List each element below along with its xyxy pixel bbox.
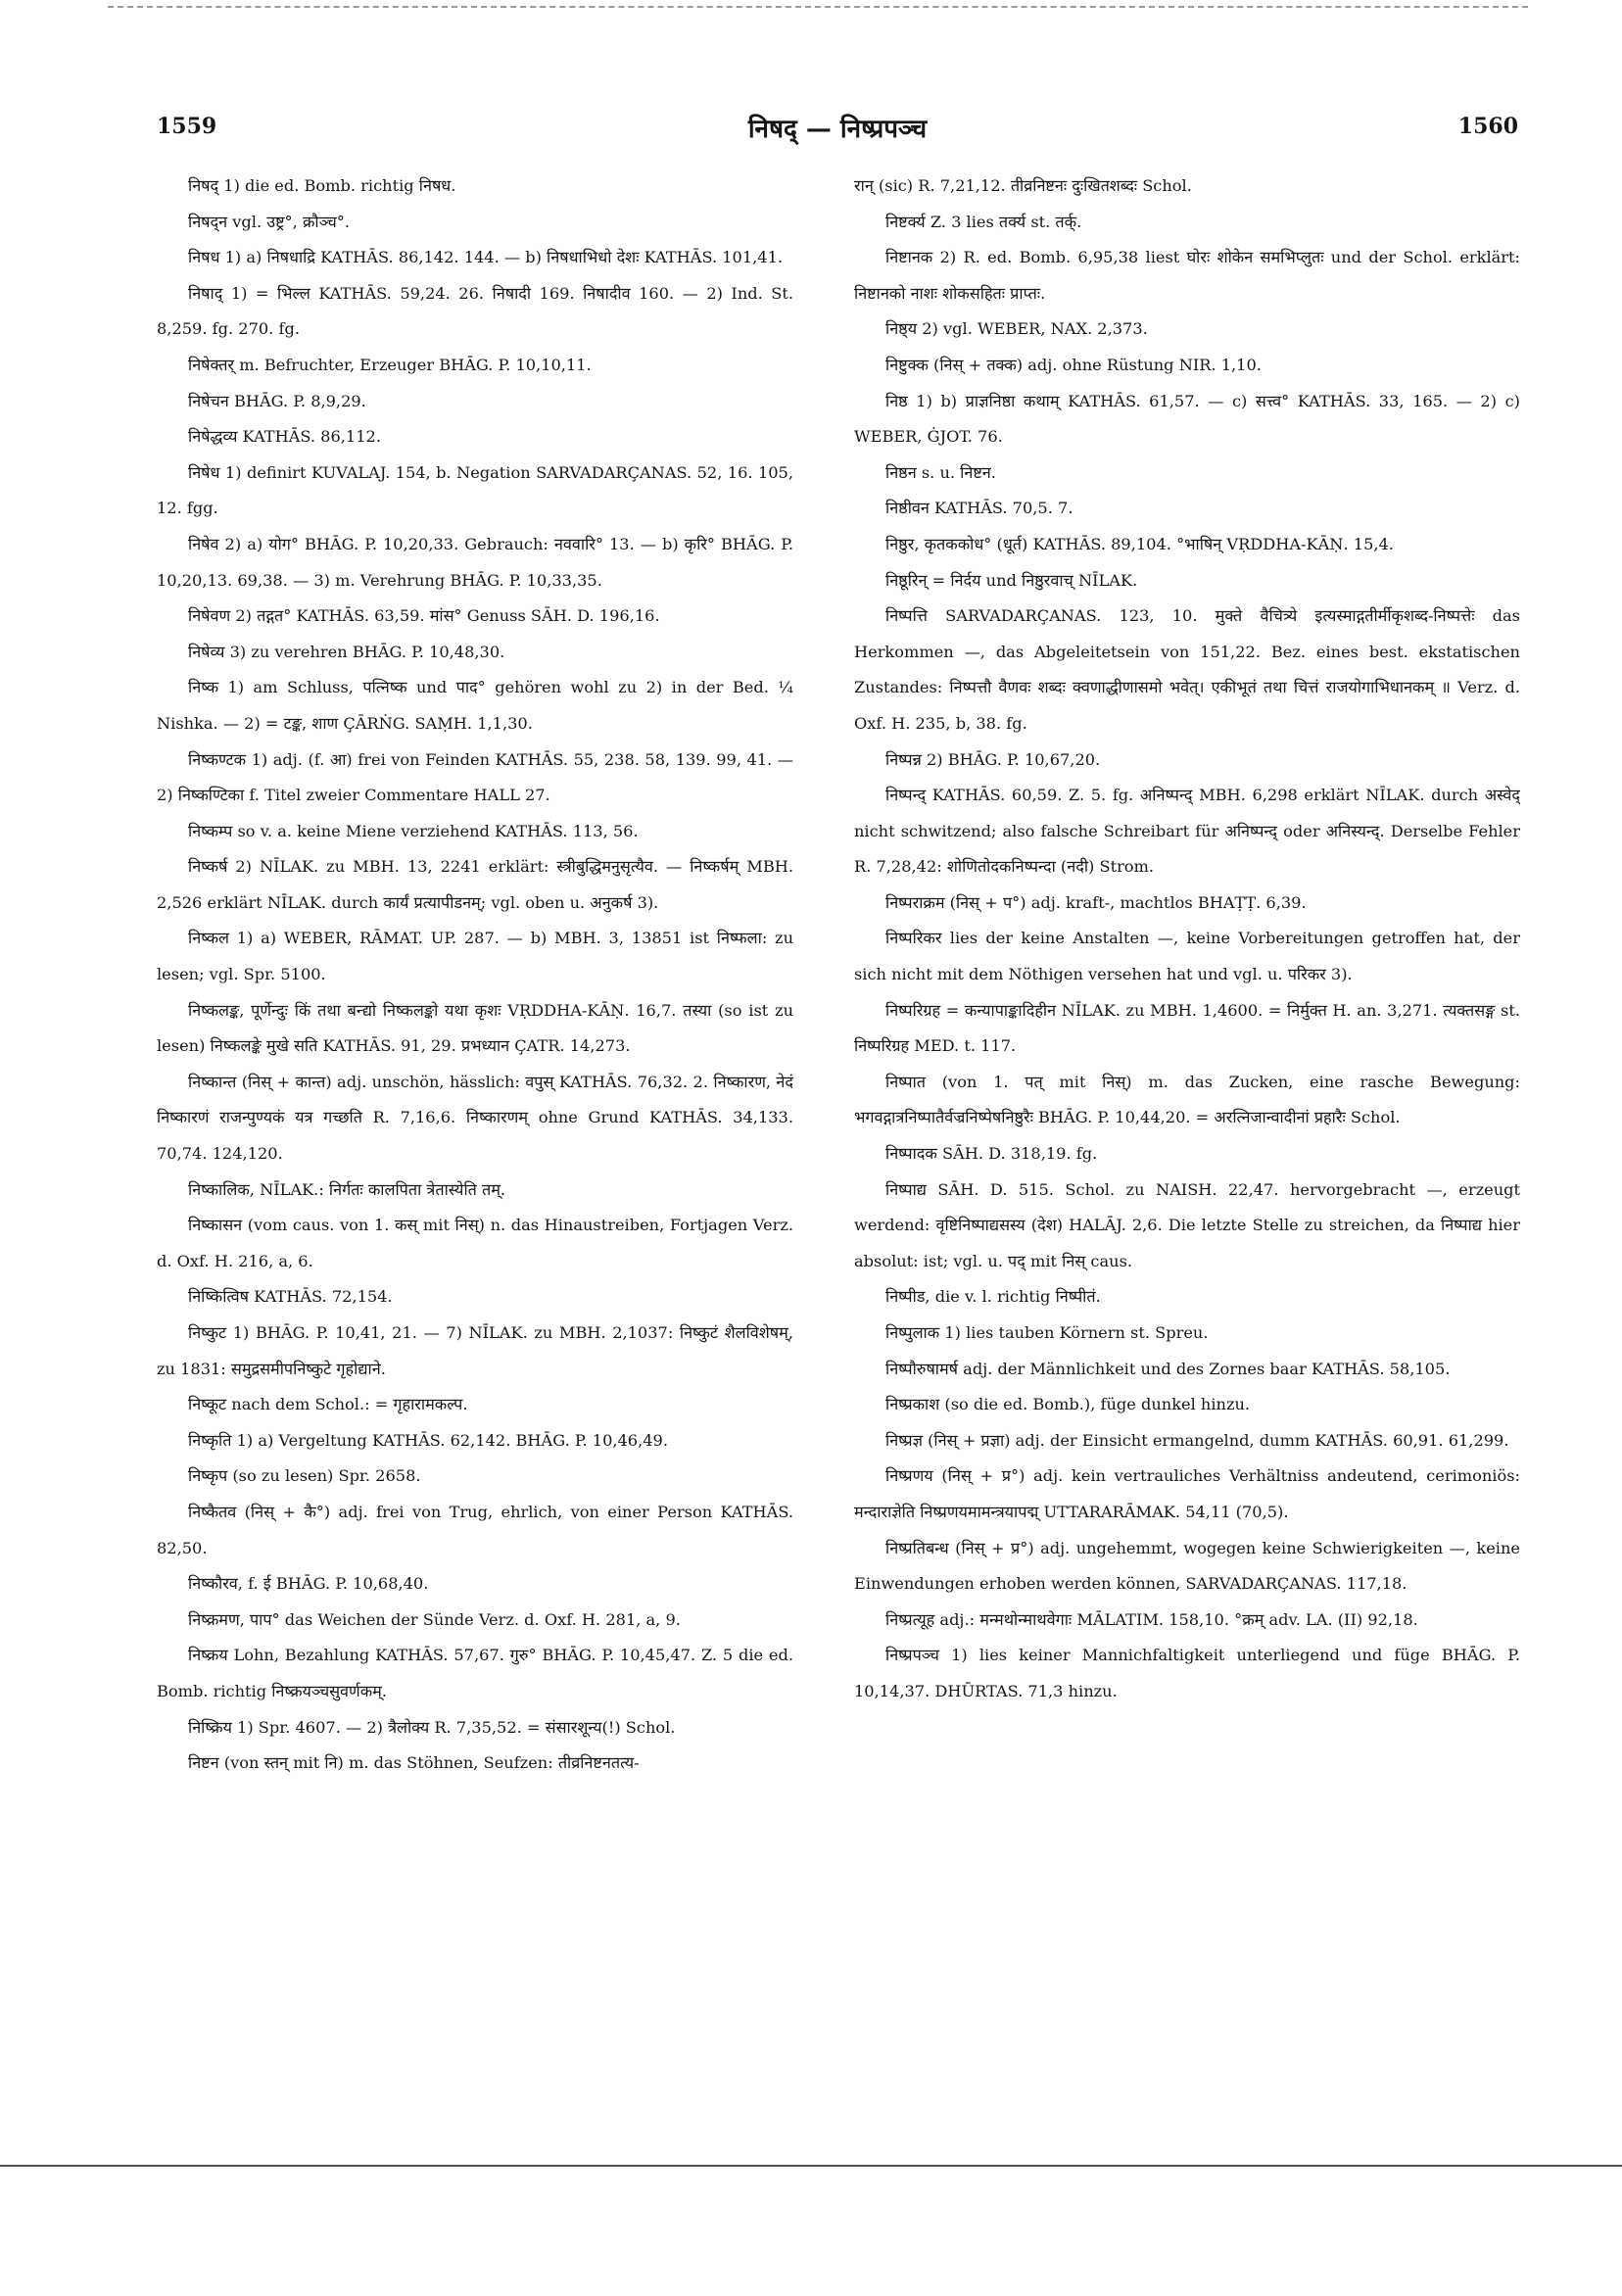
dictionary-entry: निष्पुलाक 1) lies tauben Körnern st. Spreu. bbox=[885, 1323, 1209, 1342]
dictionary-entry: निष्कर्ष 2) NĪLAK. zu MBH. 13, 2241 erklärt: स्त्रीबुद्धिमनुसृत्यैव. — निष्कर्षम् MBH. 2,526 erklärt NĪLAK. durch कार्यं प्रत्यापीडनम्; vgl. oben u. अनुकर्ष 3). bbox=[157, 857, 793, 912]
dictionary-entry: निष्ठीवन KATHĀS. 70,5. 7. bbox=[885, 499, 1073, 518]
dictionary-entry: निष्प्रकाश (so die ed. Bomb.), füge dunkel hinzu. bbox=[885, 1395, 1251, 1414]
dictionary-entry: निष्पन्द् KATHĀS. 60,59. Z. 5. fg. अनिष्पन्द् MBH. 6,298 erklärt NĪLAK. durch अस्वेद् nicht schwitzend; also falsche Schreibart für अनिष्पन्द् oder अनिस्यन्द्. Derselbe Fehler R. 7,28,42: शोणितोदकनिष्पन्दा (नदी) Strom. bbox=[854, 786, 1520, 877]
dictionary-entry: निष्ठ्य 2) vgl. WEBER, NAX. 2,373. bbox=[885, 319, 1148, 339]
dictionary-entry: निष्कित्विष KATHĀS. 72,154. bbox=[188, 1287, 393, 1307]
dictionary-entry: निष्प्रपञ्च 1) lies keiner Mannichfaltigkeit unterliegend und füge BHĀG. P. 10,14,37. DHŪRTAS. 71,3 hinzu. bbox=[854, 1646, 1520, 1700]
dictionary-entry: निषेव 2) a) योग° BHĀG. P. 10,20,33. Gebrauch: नववारि° 13. — b) कृरि° BHĀG. P. 10,20,13. 69,38. — 3) m. Verehrung BHĀG. P. 10,33,35. bbox=[157, 534, 793, 590]
running-head: निषद् — निष्प्रपञ्च bbox=[747, 115, 928, 144]
dictionary-entry: निषेद्धव्य KATHĀS. 86,112. bbox=[188, 427, 381, 447]
right-column bbox=[854, 168, 1520, 2079]
dictionary-entry: निष्टानक 2) R. ed. Bomb. 6,95,38 liest घोरः शोकेन समभिप्लुतः und der Schol. erklärt: निष्टानको नाशः शोकसहितः प्राप्तः. bbox=[854, 248, 1520, 303]
dictionary-entry: निष्प्रज्ञ (निस् + प्रज्ञा) adj. der Einsicht ermangelnd, dumm KATHĀS. 60,91. 61,299. bbox=[885, 1430, 1509, 1450]
dictionary-entry: निष्कौरव, f. ई BHĀG. P. 10,68,40. bbox=[188, 1574, 429, 1594]
dictionary-entry: निष्पीड, die v. l. richtig निष्पीतं. bbox=[885, 1287, 1101, 1307]
page-header bbox=[157, 110, 1518, 149]
dictionary-entry: निषेचन BHĀG. P. 8,9,29. bbox=[188, 391, 366, 410]
dictionary-entry: निष्प्रणय (निस् + प्र°) adj. kein vertrauliches Verhältniss andeutend, cerimoniös: मन्दाराज्ञेति निष्प्रणयमामन्त्रयापद्म् UTTARARĀMAK. 54,11 (70,5). bbox=[854, 1466, 1520, 1521]
dictionary-entry: निषाद् 1) = भिल्ल KATHĀS. 59,24. 26. निषादी 169. निषादीव 160. — 2) Ind. St. 8,259. fg. 270. fg. bbox=[157, 283, 793, 339]
dictionary-entry: निष्प्रतिबन्ध (निस् + प्र°) adj. ungehemmt, wogegen keine Schwierigkeiten —, keine Einwendungen erhoben werden können, SARVADARÇANAS. 117,18. bbox=[854, 1538, 1520, 1594]
left-column bbox=[157, 168, 793, 2079]
dictionary-entry: निषेवण 2) तद्गत° KATHĀS. 63,59. मांस° Genuss SĀH. D. 196,16. bbox=[188, 606, 660, 626]
dictionary-entry: निष्कलङ्क, पूर्णेन्दुः किं तथा बन्द्यो निष्कलङ्को यथा कृशः VṚDDHA-KĀṆ. 16,7. तस्या (so ist zu lesen) निष्कलङ्के मुखे सति KATHĀS. 91, 29. प्रभध्यान ÇATR. 14,273. bbox=[157, 1000, 793, 1056]
dictionary-entry: निष्कल 1) a) WEBER, RĀMAT. UP. 287. — b) MBH. 3, 13851 ist निष्फला: zu lesen; vgl. Spr. 5100. bbox=[157, 929, 793, 984]
dictionary-entry: निष्कुट 1) BHĀG. P. 10,41, 21. — 7) NĪLAK. zu MBH. 2,1037: निष्कुटं शैलविशेषम्, zu 1831: समुद्रसमीपनिष्कुटे गृहोद्याने. bbox=[157, 1323, 793, 1378]
dictionary-entry: निष्क्रमण, पाप° das Weichen der Sünde Verz. d. Oxf. H. 281, a, 9. bbox=[188, 1609, 681, 1629]
dictionary-entry: निष्कैतव (निस् + कै°) adj. frei von Trug, ehrlich, von einer Person KATHĀS. 82,50. bbox=[157, 1502, 793, 1557]
page-number-right: 1560 bbox=[1457, 114, 1518, 139]
dictionary-entry: निष्ठूरिन् = निर्दय und निष्ठुरवाच् NĪLAK. bbox=[885, 570, 1138, 590]
dictionary-entry: निष्पौरुषामर्ष adj. der Männlichkeit und des Zornes baar KATHĀS. 58,105. bbox=[885, 1359, 1451, 1378]
bottom-rule bbox=[0, 2165, 1622, 2167]
dictionary-entry: निष्पराक्रम (निस् + प°) adj. kraft-, machtlos BHAṬṬ. 6,39. bbox=[885, 892, 1307, 912]
dictionary-entry: निष्कण्टक 1) adj. (f. आ) frei von Feinden KATHĀS. 55, 238. 58, 139. 99, 41. — 2) निष्कण्टिका f. Titel zweier Commentare HALL 27. bbox=[157, 749, 793, 805]
dictionary-entry: निष्कम्प so v. a. keine Miene verziehend KATHĀS. 113, 56. bbox=[188, 821, 639, 840]
dictionary-entry: रान् (sic) R. 7,21,12. तीव्रनिष्टनः दुःखितशब्दः Schol. bbox=[854, 176, 1192, 195]
page-number-left: 1559 bbox=[157, 114, 217, 139]
dictionary-entry: निष्कान्त (निस् + कान्त) adj. unschön, hässlich: वपुस् KATHĀS. 76,32. 2. निष्कारण, नेदं निष्कारणं राजन्पुण्यकं यत्र गच्छति R. 7,16,6. निष्कारणम् ohne Grund KATHĀS. 34,133. 70,74. 124,120. bbox=[157, 1072, 793, 1164]
dictionary-entry: निष्पादक SĀH. D. 318,19. fg. bbox=[885, 1144, 1098, 1164]
dictionary-entry: निषेक्तर् m. Befruchter, Erzeuger BHĀG. P. 10,10,11. bbox=[188, 355, 592, 374]
dictionary-entry: निष्प्रत्यूह adj.: मन्मथोन्माथवेगाः MĀLATIM. 158,10. °क्रम् adv. LA. (II) 92,18. bbox=[885, 1609, 1418, 1629]
dictionary-entry: निष्क्रिय 1) Spr. 4607. — 2) त्रैलोक्य R. 7,35,52. = संसारशून्य(!) Schol. bbox=[188, 1717, 676, 1737]
dictionary-entry: निष्पन्न 2) BHĀG. P. 10,67,20. bbox=[885, 749, 1101, 769]
dictionary-entry: निष्ठ 1) b) प्राज्ञनिष्ठा कथाम् KATHĀS. 61,57. — c) सत्त्व° KATHĀS. 33, 165. — 2) c) WEBER, ĠJOT. 76. bbox=[854, 391, 1520, 447]
dictionary-entry: निष्पात (von 1. पत् mit निस्) m. das Zucken, eine rasche Bewegung: भगवद्गात्रनिष्पातैर्वज्रनिष्पेषनिष्ठुरैः BHĀG. P. 10,44,20. = अरत्निजान्वादीनां प्रहारैः Schol. bbox=[854, 1072, 1520, 1127]
dictionary-entry: निष्कासन (vom caus. von 1. कस् mit निस्) n. das Hinaustreiben, Fortjagen Verz. d. Oxf. H. 216, a, 6. bbox=[157, 1216, 793, 1270]
dictionary-entry: निषेव्य 3) zu verehren BHĀG. P. 10,48,30. bbox=[188, 642, 505, 661]
dictionary-entry: निषध 1) a) निषधाद्रि KATHĀS. 86,142. 144. — b) निषधाभिधो देशः KATHĀS. 101,41. bbox=[188, 248, 784, 267]
dictionary-entry: निष्कृप (so zu lesen) Spr. 2658. bbox=[188, 1466, 421, 1486]
dictionary-entry: निष्क 1) am Schluss, पत्निष्क und पाद° gehören wohl zu 2) in der Bed. ¼ Nishka. — 2) = टङ्क, शाण ÇĀRṄG. SAṂH. 1,1,30. bbox=[157, 678, 793, 733]
dictionary-entry: निष्टर्क्य Z. 3 lies तर्क्य st. तर्क्. bbox=[885, 212, 1082, 231]
dictionary-entry: निष्पाद्य SĀH. D. 515. Schol. zu NAISH. 22,47. hervorgebracht —, erzeugt werdend: वृष्टिनिष्पाद्यसस्य (देश) HALĀJ. 2,6. Die letzte Stelle zu streichen, da निष्पाद्य hier absolut: ist; vgl. u. पद् mit निस् caus. bbox=[854, 1179, 1520, 1270]
dictionary-entry: निष्क्रय Lohn, Bezahlung KATHĀS. 57,67. गुरु° BHĀG. P. 10,45,47. Z. 5 die ed. Bomb. richtig निष्क्रयञ्चसुवर्णकम्. bbox=[157, 1646, 793, 1700]
dictionary-entry: निष्टुक्क (निस् + तक्क) adj. ohne Rüstung NIR. 1,10. bbox=[885, 355, 1262, 374]
dictionary-entry: निष्परिग्रह = कन्यापाङ्कादिहीन NĪLAK. zu MBH. 1,4600. = निर्मुक्त H. an. 3,271. त्यक्तसङ्ग st. निष्परिग्रह MED. t. 117. bbox=[854, 1000, 1520, 1056]
dictionary-entry: निष्कृति 1) a) Vergeltung KATHĀS. 62,142. BHĀG. P. 10,46,49. bbox=[188, 1430, 668, 1450]
dictionary-entry: निष्ठन s. u. निष्टन. bbox=[885, 462, 996, 482]
dictionary-entry: निषद् 1) die ed. Bomb. richtig निषध. bbox=[188, 176, 456, 195]
dictionary-entry: निषद्न vgl. उष्ट्र°, क्रौञ्च°. bbox=[188, 212, 350, 231]
dictionary-entry: निष्कालिक, NĪLAK.: निर्गतः कालपिता त्रेतास्येति तम्. bbox=[188, 1179, 506, 1199]
dictionary-entry: निष्कूट nach dem Schol.: = गृहारामकल्प. bbox=[188, 1395, 468, 1414]
dictionary-entry: निष्परिकर lies der keine Anstalten —, keine Vorbereitungen getroffen hat, der sich nicht mit dem Nöthigen versehen hat und vgl. u. परिकर 3). bbox=[854, 929, 1520, 984]
dictionary-entry: निष्पत्ति SARVADARÇANAS. 123, 10. मुक्ते वैचित्र्ये इत्यस्माद्गतीर्मीकृशब्द-निष्पत्तेः das Herkommen —, das Abgeleitetsein von 151,22. Bez. eines best. ekstatischen Zustandes: निष्पत्तौ वैणवः शब्दः क्वणाद्धीणासमो भवेत्। एकीभूतं तथा चित्तं राजयोगाभिधानकम् ॥ Verz. d. Oxf. H. 235, b, 38. fg. bbox=[854, 606, 1520, 733]
top-border-rule bbox=[108, 6, 1528, 8]
dictionary-entry: निषेध 1) definirt KUVALAJ. 154, b. Negation SARVADARÇANAS. 52, 16. 105, 12. fgg. bbox=[157, 462, 793, 518]
dictionary-entry: निष्टन (von स्तन् mit नि) m. das Stöhnen, Seufzen: तीव्रनिष्टनतत्य- bbox=[188, 1753, 640, 1773]
dictionary-entry: निष्ठुर, कृतककोध° (धूर्त) KATHĀS. 89,104. °भाषिन् VṚDDHA-KĀṆ. 15,4. bbox=[885, 534, 1394, 553]
